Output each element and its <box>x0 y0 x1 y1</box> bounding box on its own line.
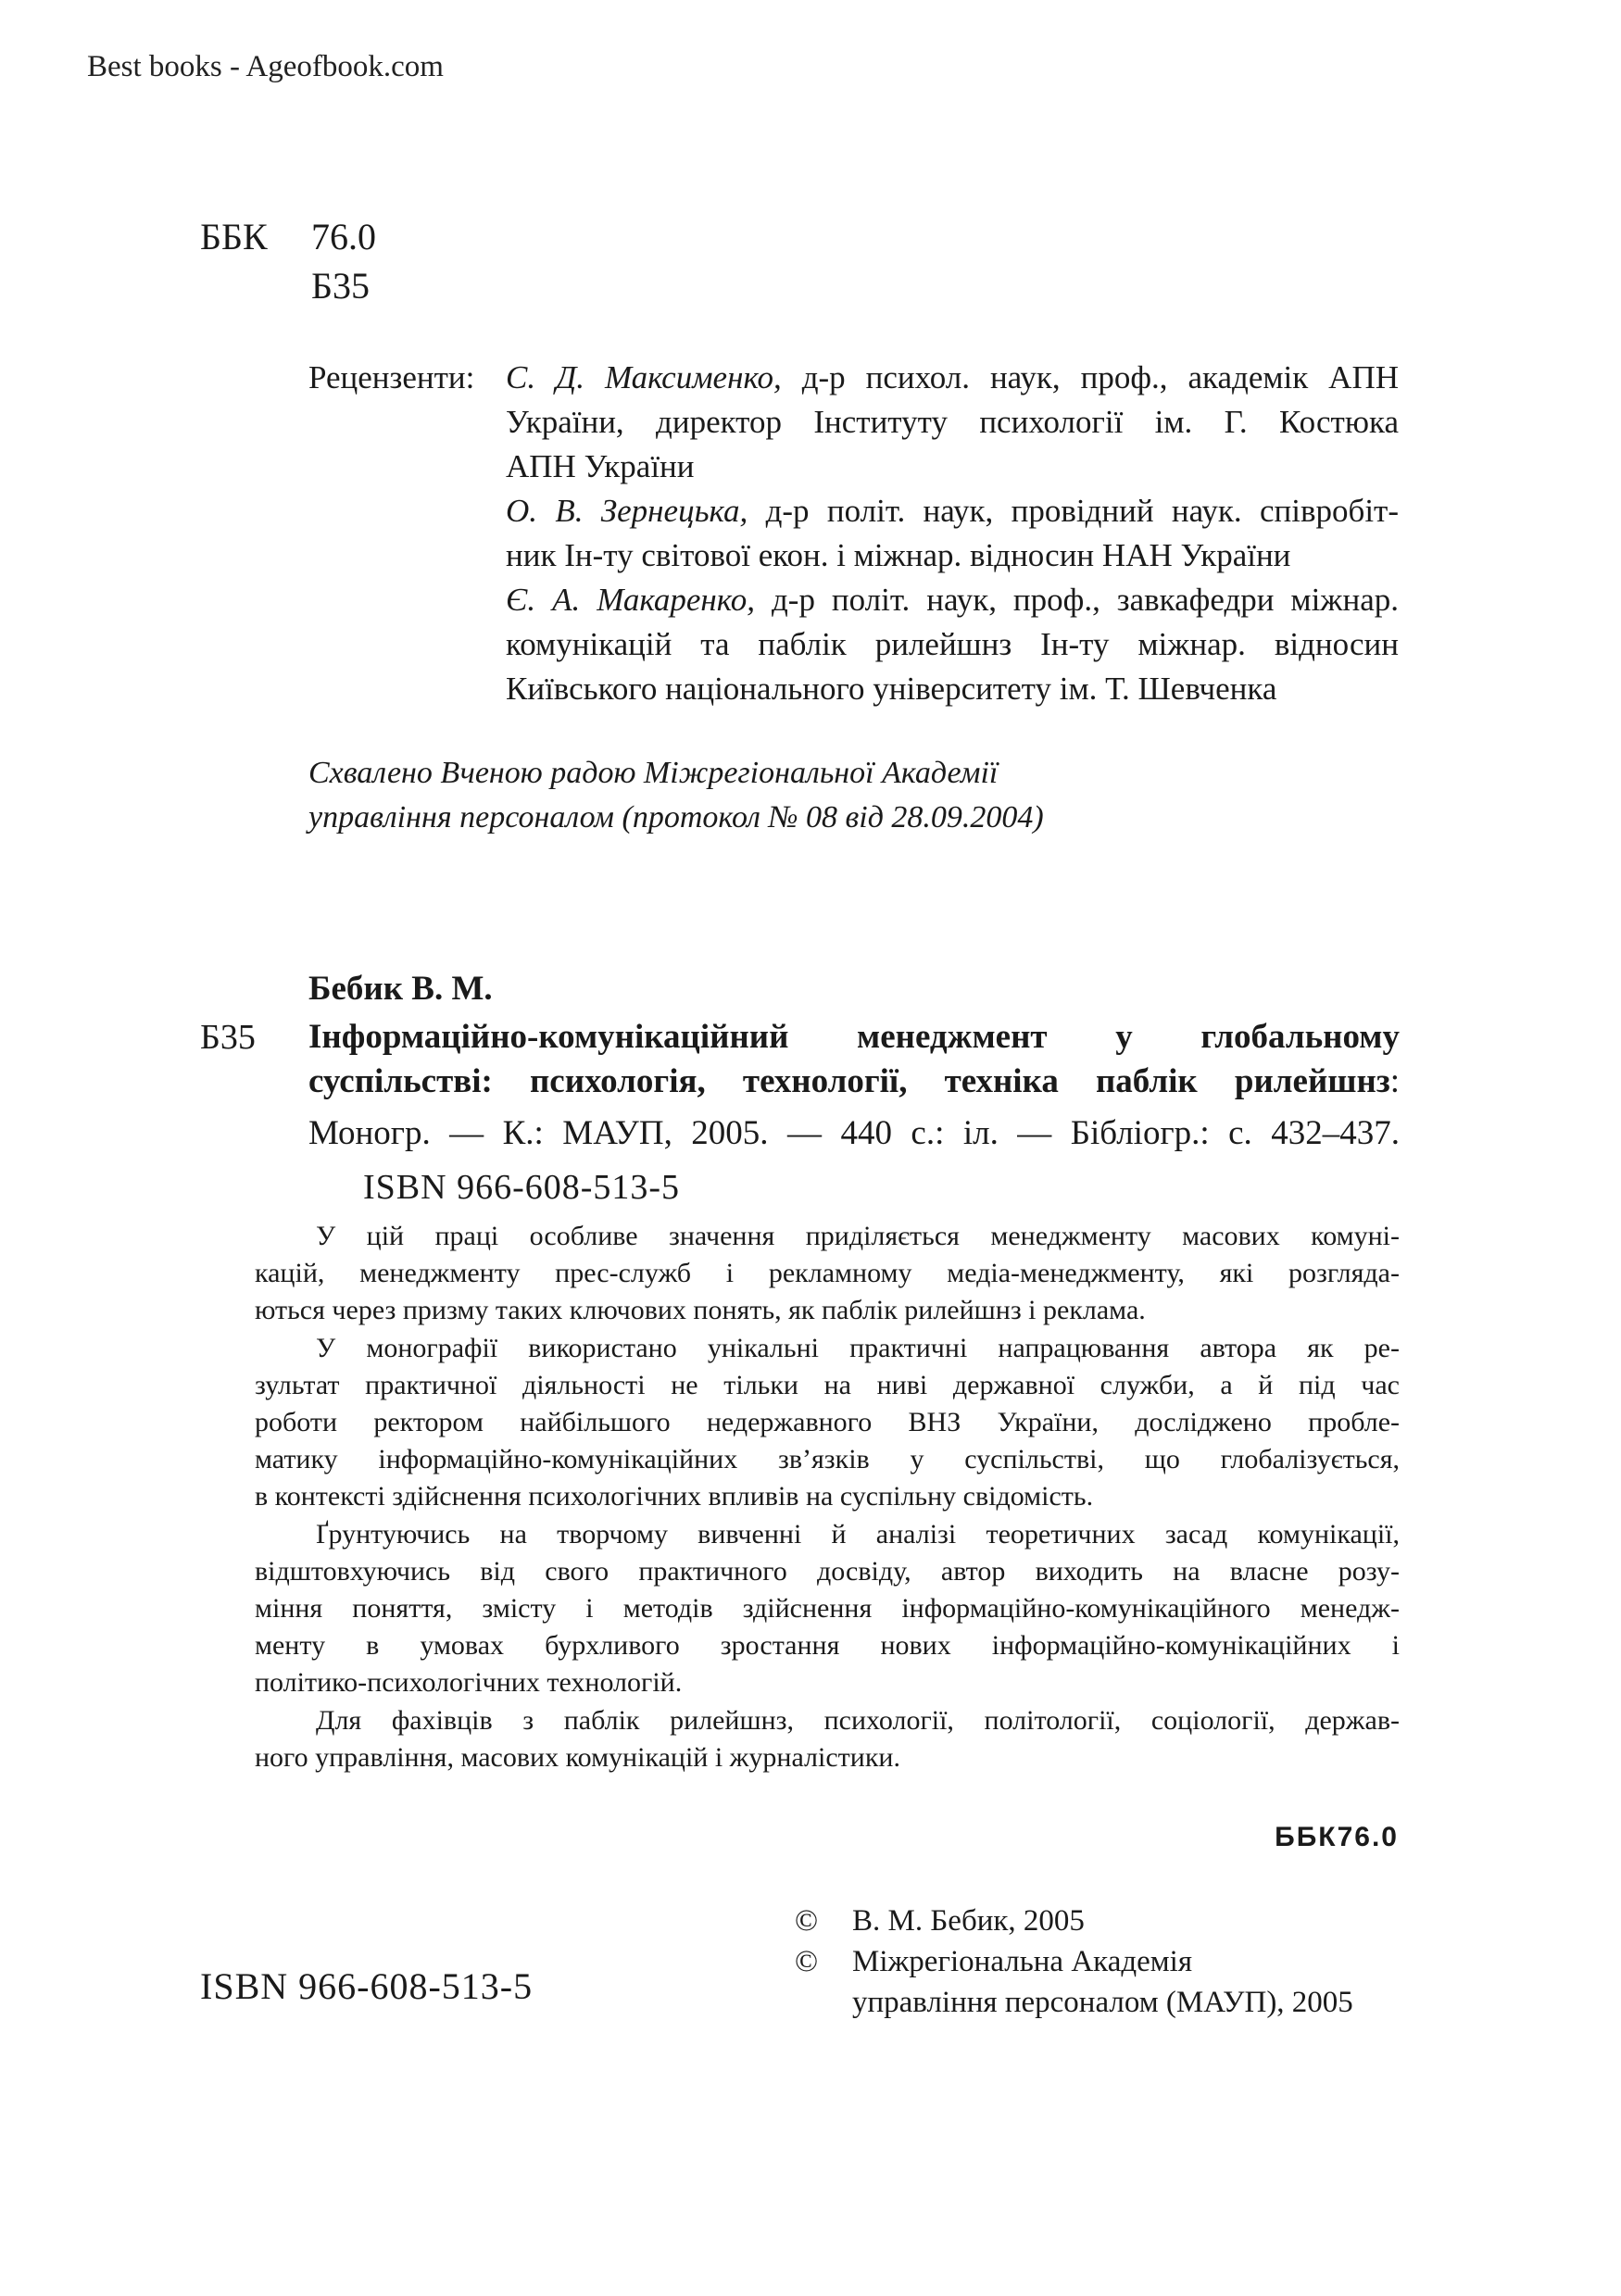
abstract-p3-line-1: Ґрунтуючись на творчому вивченні й аналізі теоретичних засад комунікації, <box>316 1519 1400 1549</box>
abstract-p2-line-3: роботи ректором найбільшого недержавного ВНЗ України, досліджено пробле- <box>255 1407 1400 1437</box>
bbk-code: 76.0 <box>311 216 376 257</box>
approval-line-2: управління персоналом (протокол № 08 від 28.09.2004) <box>308 800 1044 834</box>
reviewer-1-name: С. Д. Максименко, <box>506 359 782 395</box>
reviewer-1-line-3: АПН України <box>506 448 695 484</box>
abstract-p3-line-5: політико-психологічних технологій. <box>255 1667 683 1698</box>
abstract-p4-line-2: ного управління, масових комунікацій і журналістики. <box>255 1742 900 1773</box>
reviewer-3-line-2: комунікацій та паблік рилейшнз Ін-ту міжнар. відносин <box>506 626 1399 662</box>
reviewer-1-credentials: д-р психол. наук, проф., академік АПН <box>801 359 1399 395</box>
abstract-p2-line-4: матику інформаційно-комунікаційних зв’язків у суспільстві, що глобалізується, <box>255 1444 1400 1474</box>
reviewers-label: Рецензенти: <box>308 359 475 395</box>
abstract-p3-line-4: менту в умовах бурхливого зростання нових інформаційно-комунікаційних і <box>255 1630 1400 1661</box>
reviewer-3-name: Є. А. Макаренко, <box>506 582 756 618</box>
copyright-symbol-2: © <box>795 1945 819 1978</box>
abstract-p1-line-3: ються через призму таких ключових понять, як паблік рилейшнз і реклама. <box>255 1295 1146 1325</box>
bbk-label: ББК <box>200 216 268 257</box>
abstract-p3-line-2: відштовхуючись від свого практичного досвіду, автор виходить на власне розу- <box>255 1556 1400 1587</box>
reviewer-2-credentials: д-р політ. наук, провідний наук. співробіт- <box>765 493 1399 529</box>
abstract-p3-line-3: міння поняття, змісту і методів здійснення інформаційно-комунікаційного менедж- <box>255 1593 1400 1624</box>
isbn-footer: ISBN 966-608-513-5 <box>200 1965 534 2007</box>
title-colon: : <box>1389 1062 1400 1100</box>
abstract-p4-line-1: Для фахівців з паблік рилейшнз, психології, політології, соціології, держав- <box>316 1705 1400 1736</box>
abstract-p2-line-5: в контексті здійснення психологічних впливів на суспільну свідомість. <box>255 1481 1094 1512</box>
bib-cutter: Б35 <box>200 1018 256 1057</box>
reviewer-1-line-2: України, директор Інституту психології ім. Г. Костюка <box>506 404 1399 440</box>
abstract-p2-line-2: зультат практичної діяльності не тільки на ниві державної служби, а й під час <box>255 1370 1400 1400</box>
isbn-record: ISBN 966-608-513-5 <box>363 1168 681 1207</box>
reviewer-3-line-1 <box>506 582 1399 619</box>
copyright-publisher-line-2: управління персоналом (МАУП), 2005 <box>852 1986 1353 2019</box>
watermark: Best books - Ageofbook.com <box>87 50 444 83</box>
bbk-footer: ББК76.0 <box>1275 1822 1399 1852</box>
reviewer-3-line-3: Київського національного університету ім. Т. Шевченка <box>506 671 1277 707</box>
reviewer-2-line-1 <box>506 493 1399 530</box>
copyright-symbol-1: © <box>795 1904 819 1938</box>
copyright-publisher-line-1: Міжрегіональна Академія <box>852 1945 1193 1978</box>
abstract-p2-line-1: У монографії використано унікальні практичні напрацювання автора як ре- <box>316 1333 1400 1363</box>
reviewer-3-credentials: д-р політ. наук, проф., завкафедри міжнар. <box>772 582 1399 618</box>
abstract-p1-line-2: кацій, менеджменту прес-служб і рекламному медіа-менеджменту, які розгляда- <box>255 1258 1400 1288</box>
reviewer-2-name: О. В. Зернецька, <box>506 493 748 529</box>
reviewer-1-line-1 <box>506 359 1399 396</box>
copyright-author: В. М. Бебик, 2005 <box>852 1904 1085 1938</box>
bib-details: Моногр. — К.: МАУП, 2005. — 440 с.: іл. — Бібліогр.: с. 432–437. <box>308 1114 1400 1152</box>
title-line-2 <box>308 1061 1400 1101</box>
reviewer-2-line-2: ник Ін-ту світової екон. і міжнар. відносин НАН України <box>506 537 1291 573</box>
title-line-2-text: суспільстві: психологія, технології, техніка паблік рилейшнз <box>308 1062 1390 1100</box>
approval-line-1: Схвалено Вченою радою Міжрегіональної Академії <box>308 756 999 790</box>
author-heading: Бебик В. М. <box>308 970 493 1008</box>
bbk-cutter: Б35 <box>311 265 370 307</box>
title-line-1: Інформаційно-комунікаційний менеджмент у глобальному <box>308 1018 1400 1056</box>
abstract-p1-line-1: У цій праці особливе значення приділяється менеджменту масових комуні- <box>316 1221 1400 1251</box>
